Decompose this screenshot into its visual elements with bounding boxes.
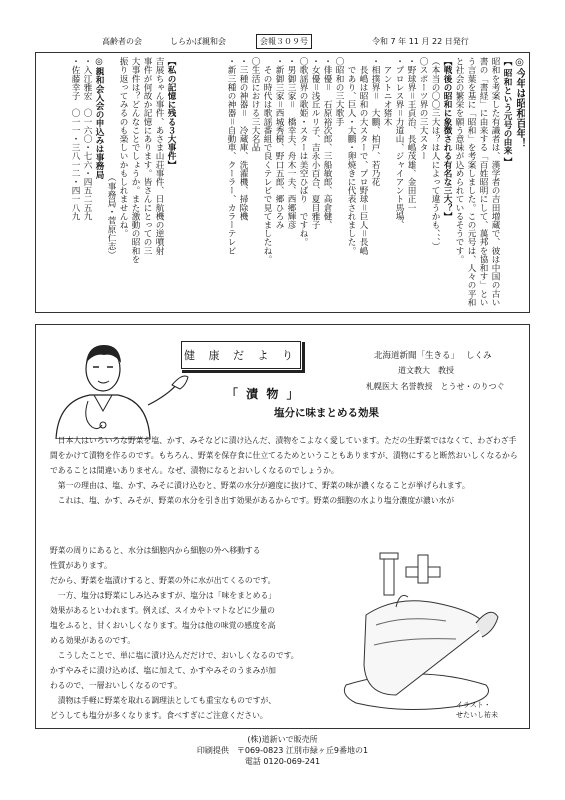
health-line: どうしても塩分が多くなります。食べすぎにご注意ください。 xyxy=(50,711,268,720)
incidents-text: 振り返ってみるのも楽しいかもしれませんね。 xyxy=(118,57,128,238)
health-line: める効果があるのです。 xyxy=(50,636,136,645)
pickled-daikon-illustration xyxy=(336,545,506,715)
era-origin-text: 昭和を考案した有識者は、漢学者の吉田増蔵で、彼は中国の古い書の「書経」に由来する「百姓昭明にして、萬邦を協和す」という言葉を基に「昭和」を考案しました。この元号は、人々の平和と社会の繁栄を願う意味が込められているそうです。 xyxy=(454,57,500,307)
health-line: わるので、一層おいしくなるのです。 xyxy=(50,681,182,690)
membership-heading: ◎親和会入会の申込みは事務局 xyxy=(94,57,104,179)
illustration-credit-line: イラスト・ xyxy=(456,701,491,709)
big-three-item: ・新三種の神器＝自動車、クーラー、カラーテレビ xyxy=(226,57,236,255)
big-three-heading: 【戦後の昭和に象徴される有名な三大？】 xyxy=(442,57,452,221)
incidents-text: 大事件は？どんなことでしょうか。また激動の昭和を xyxy=(130,57,140,264)
health-body-full xyxy=(50,433,520,508)
showa-article-left xyxy=(37,57,177,309)
newsletter-header xyxy=(0,34,565,50)
big-three-item: 〇歌謡界の歌姫・スターは美空ひばり ですね。 xyxy=(298,57,308,247)
footer-publisher: (株)道新いで販売所 xyxy=(247,735,318,744)
footer xyxy=(0,734,565,767)
footer-address: 印刷提供 〒069-0823 江別市緑ヶ丘9番地の1 xyxy=(196,746,369,755)
issue-number: 会報３０９号 xyxy=(256,34,312,49)
article-title: ◎今年は昭和百年！ xyxy=(514,57,525,148)
health-line: かすやみそに漬け込めば、塩に加えて、かすやみそのうまみが加 xyxy=(50,666,276,675)
health-paragraph: 第一の理由は、塩、かす、みそに漬け込むと、野菜の水分が適度に抜けて、野菜の味が濃くなることが挙げられます。 xyxy=(50,481,470,490)
showa-article-main xyxy=(185,57,525,309)
big-three-item: ・相撲界＝ 大鵬、柏戸、若乃花 xyxy=(370,57,380,186)
health-line: 塩をふると、甘くおいしくなります。塩分は他の味覚の感度を高 xyxy=(50,621,276,630)
health-line: 野菜の周りにあると、水分は細胞内から細胞の外へ移動する xyxy=(50,546,261,555)
article-signature: （事務局・菅原仁志） xyxy=(106,57,116,260)
big-three-item: アントニオ猪木 xyxy=(382,57,392,126)
membership-contact: ・入江雅宏 〇一六〇・七六・四五二五九 xyxy=(82,57,92,221)
issue-date: 令和 7 年 11 月 22 日発行 xyxy=(372,37,469,46)
big-three-item: であり、巨人・大鵬・卵焼きに代表されました。 xyxy=(346,57,356,255)
big-three-item: その時代は歌謡番組で良くテレビで見てましたね。 xyxy=(262,57,272,264)
big-three-item: 〇生活における三大名品 xyxy=(250,57,260,152)
association-name: 高齢者の会 xyxy=(102,37,142,46)
author-line-2: 札幌医大 名誉教授 とうせ・のりつぐ xyxy=(366,382,505,391)
health-column-box xyxy=(35,324,530,729)
health-line: こうしたことで、単に塩に漬け込んだだけで、おいしくなるのです。 xyxy=(50,651,299,660)
incidents-text: 吉展ちゃん事件、あさま山荘事件、日航機の逆噴射 xyxy=(154,57,164,255)
big-three-item: ・プロレス界＝力道山、ジャイアント馬場、 xyxy=(394,57,404,229)
health-paragraph: これは、塩、かす、みそが、野菜の水分を引き出す効果があるからです。野菜の細胞の水より塩分濃度が濃い水が xyxy=(50,496,455,505)
author-line-1: 道文教大 教授 xyxy=(398,366,454,375)
footer-phone: 電話 0120-069-241 xyxy=(244,757,321,766)
health-line: 一方、塩分は野菜にしみ込みますが、塩分は「味をまとめる」 xyxy=(50,591,277,600)
big-three-item: ・俳優＝ 石原裕次郎、三船敏郎、高倉健、 xyxy=(322,57,332,229)
health-title: 「 漬 物 」 xyxy=(226,387,301,401)
big-three-item: ・三種の神器＝ 冷蔵庫、洗濯機、掃除機 xyxy=(238,57,248,221)
health-banner: 健 康 だ よ り xyxy=(181,341,301,369)
health-paragraph: 日本人はいろいろな野菜を塩、かす、みそなどに漬け込んだ、漬物をこよなく愛しています。ただの生野菜ではなくて、わざわざ手間をかけて漬物を作るのです。もちろん、野菜を保存食に仕立てるためということもありますが、漬物にすると断然おいしくなるからであることは間違いありません。なぜ、漬物になるとおいしくなるのでしょうか。 xyxy=(50,436,518,475)
big-three-item: ・新御三家＝西城秀樹、野口五郎、郷ひろみ xyxy=(274,57,284,229)
big-three-item: 〇スポーツ界の三大スター xyxy=(418,57,428,161)
incidents-text: 事件が何故か記憶にあります。皆さんにとっての三 xyxy=(142,57,152,255)
big-three-item: 長嶋は昭和の大スターで、プロ野球＝巨人＝長嶋 xyxy=(358,57,368,255)
big-three-item: ・男御三家＝ 橋幸夫、舟木一夫、西郷輝彦 xyxy=(286,57,296,229)
doctor-illustration xyxy=(48,339,198,439)
health-subtitle: 塩分に味まとめる効果 xyxy=(274,407,379,419)
era-origin-heading: 【 昭和という元号の由来 】 xyxy=(502,57,512,167)
showa-article-box xyxy=(35,52,530,313)
health-line: 性質があります。 xyxy=(50,561,112,570)
source-column: しくみ xyxy=(466,351,492,361)
incidents-heading: 【私の記憶に残る３大事件】 xyxy=(166,57,176,169)
newsletter-title: しらかば親和会 xyxy=(170,37,226,46)
illustration-credit-line: せたいし祐未 xyxy=(456,711,498,719)
illustration-credit xyxy=(456,700,498,720)
source-paper: 北海道新聞「生きる」 xyxy=(374,351,460,361)
health-line: だから、野菜を塩漬けすると、野菜の外に水が出てくるのです。 xyxy=(50,576,276,585)
health-body-narrow xyxy=(50,543,320,723)
big-three-item: ・野球界＝王貞治、長嶋茂雄、金田正一 xyxy=(406,57,416,212)
big-three-item: 〇昭和の三大歌手 xyxy=(334,57,344,126)
big-three-item: ・女優＝浅丘ルリ子、吉永小百合、夏目雅子 xyxy=(310,57,320,229)
big-three-note: （本当の〇〇三大は？は人によって違うかも、、、） xyxy=(430,57,440,251)
membership-contact: ・佐藤幸子 〇一一・三八一二・四一八九 xyxy=(70,57,80,221)
health-line: 漬物は手軽に野菜を取れる調理法としても重宝なものですが、 xyxy=(50,696,277,705)
health-line: 効果があるといわれます。例えば、スイカやトマトなどに少量の xyxy=(50,606,275,615)
